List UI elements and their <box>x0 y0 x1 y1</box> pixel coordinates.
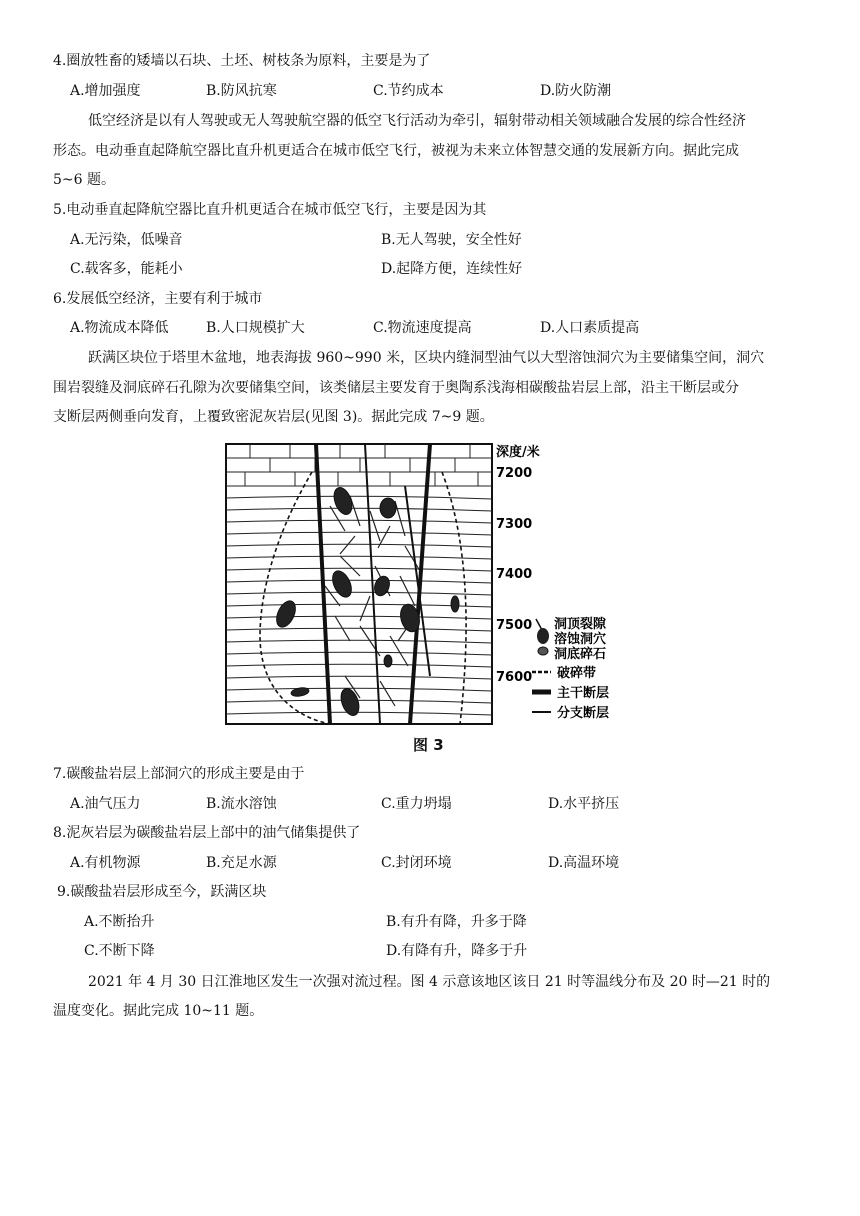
figure-3-geologic-section <box>220 436 640 756</box>
passage2-line1: 跃满区块位于塔里木盆地，地表海拔 960~990 米，区块内缝洞型油气以大型溶蚀洞穴为主要储集空间，洞穴 <box>88 350 765 366</box>
passage1-line2: 形态。电动垂直起降航空器比直升机更适合在城市低空飞行，被视为未来立体智慧交通的发展新方向。据此完成 <box>53 143 739 159</box>
question-6-stem: 6.发展低空经济，主要有利于城市 <box>53 291 263 307</box>
depth-tick: 7200 <box>496 466 533 481</box>
q8-option-c: C.封闭环境 <box>381 855 452 871</box>
legend-cave-icon <box>537 628 549 644</box>
depth-tick: 7300 <box>496 517 533 532</box>
passage3-line2: 温度变化。据此完成 10~11 题。 <box>53 1003 264 1019</box>
question-5-stem: 5.电动垂直起降航空器比直升机更适合在城市低空飞行，主要是因为其 <box>53 202 487 218</box>
legend-label: 洞顶裂隙 <box>554 617 607 632</box>
legend-rubble-icon <box>538 647 548 655</box>
legend-label: 溶蚀洞穴 <box>554 632 607 647</box>
q9-option-d: D.有降有升，降多于升 <box>386 943 528 959</box>
passage1-line1: 低空经济是以有人驾驶或无人驾驶航空器的低空飞行活动为牵引，辐射带动相关领域融合发展的综合性经济 <box>88 113 746 129</box>
passage2-line2: 围岩裂缝及洞底碎石孔隙为次要储集空间，该类储层主要发育于奥陶系浅海相碳酸盐岩层上部，沿主干断层或分 <box>53 380 739 396</box>
legend-crack-icon <box>536 619 542 630</box>
q8-option-b: B.充足水源 <box>206 855 277 871</box>
q7-option-a: A.油气压力 <box>70 796 141 812</box>
q5-option-c: C.载客多，能耗小 <box>70 261 183 277</box>
legend-label: 分支断层 <box>557 706 610 721</box>
question-9-stem: 9.碳酸盐岩层形成至今，跃满区块 <box>57 884 267 900</box>
q6-option-a: A.物流成本降低 <box>70 320 169 336</box>
q5-option-b: B.无人驾驶，安全性好 <box>381 232 522 248</box>
depth-tick: 7400 <box>496 567 533 582</box>
passage1-line3: 5~6 题。 <box>53 172 115 188</box>
question-7-stem: 7.碳酸盐岩层上部洞穴的形成主要是由于 <box>53 766 305 782</box>
figure-caption: 图 3 <box>413 736 444 754</box>
q5-option-d: D.起降方便，连续性好 <box>381 261 523 277</box>
depth-tick: 7500 <box>496 618 533 633</box>
q7-option-d: D.水平挤压 <box>548 796 620 812</box>
figure-legend <box>532 616 609 721</box>
q6-option-d: D.人口素质提高 <box>540 320 640 336</box>
depth-axis-title: 深度/米 <box>496 445 540 460</box>
q8-option-a: A.有机物源 <box>70 855 141 871</box>
q4-option-b: B.防风抗寒 <box>206 83 277 99</box>
q7-option-c: C.重力坍塌 <box>381 796 452 812</box>
passage3-line1: 2021 年 4 月 30 日江淮地区发生一次强对流过程。图 4 示意该地区该日 21 时等温线分布及 20 时—21 时的 <box>88 974 771 990</box>
q4-option-a: A.增加强度 <box>70 83 141 99</box>
q5-option-a: A.无污染，低噪音 <box>70 232 183 248</box>
q6-option-b: B.人口规模扩大 <box>206 320 305 336</box>
q4-option-d: D.防火防潮 <box>540 83 612 99</box>
question-8-stem: 8.泥灰岩层为碳酸盐岩层上部中的油气储集提供了 <box>53 825 361 841</box>
q9-option-c: C.不断下降 <box>84 943 155 959</box>
q9-option-a: A.不断抬升 <box>84 914 155 930</box>
question-4-stem: 4.圈放牲畜的矮墙以石块、土坯、树枝条为原料，主要是为了 <box>53 53 431 69</box>
q4-option-c: C.节约成本 <box>373 83 444 99</box>
q9-option-b: B.有升有降，升多于降 <box>386 914 527 930</box>
q6-option-c: C.物流速度提高 <box>373 320 472 336</box>
q7-option-b: B.流水溶蚀 <box>206 796 277 812</box>
passage2-line3: 支断层两侧垂向发育，上覆致密泥灰岩层(见图 3)。据此完成 7~9 题。 <box>53 409 494 425</box>
q8-option-d: D.高温环境 <box>548 855 620 871</box>
legend-label: 主干断层 <box>557 686 610 701</box>
legend-label: 洞底碎石 <box>554 647 607 662</box>
depth-tick: 7600 <box>496 670 533 685</box>
legend-label: 破碎带 <box>557 666 597 681</box>
